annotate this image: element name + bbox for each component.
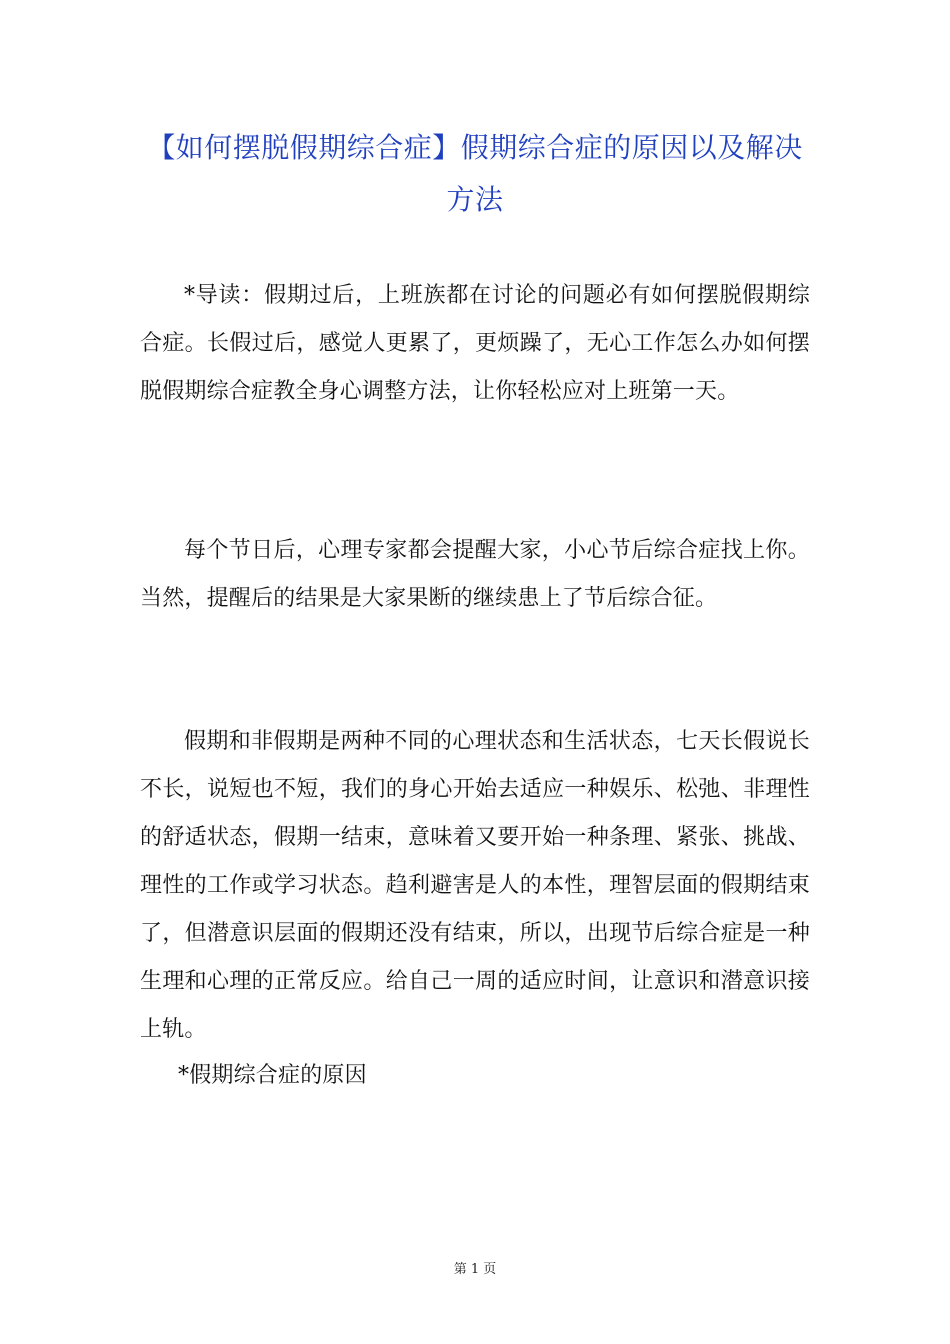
- paragraph-intro: *导读：假期过后，上班族都在讨论的问题必有如何摆脱假期综合症。长假过后，感觉人更累了，更烦躁了，无心工作怎么办如何摆脱假期综合症教全身心调整方法，让你轻松应对上班第一天。: [140, 283, 810, 404]
- page-number: 第 1 页: [453, 1262, 497, 1277]
- paragraph-reminder: 每个节日后，心理专家都会提醒大家，小心节后综合症找上你。当然，提醒后的结果是大家果断的继续患上了节后综合征。: [140, 538, 810, 611]
- section-heading-causes: *假期综合症的原因: [178, 1063, 367, 1088]
- document-title: 【如何摆脱假期综合症】假期综合症的原因以及解决方法: [147, 131, 803, 216]
- paragraph-explanation: 假期和非假期是两种不同的心理状态和生活状态，七天长假说长不长，说短也不短，我们的身心开始去适应一种娱乐、松弛、非理性的舒适状态，假期一结束，意味着又要开始一种条理、紧张、挑战、理性的工作或学习状态。趋利避害是人的本性，理智层面的假期结束了，但潜意识层面的假期还没有结束，所以，出现节后综合症是一种生理和心理的正常反应。给自己一周的适应时间，让意识和潜意识接上轨。: [140, 729, 810, 1042]
